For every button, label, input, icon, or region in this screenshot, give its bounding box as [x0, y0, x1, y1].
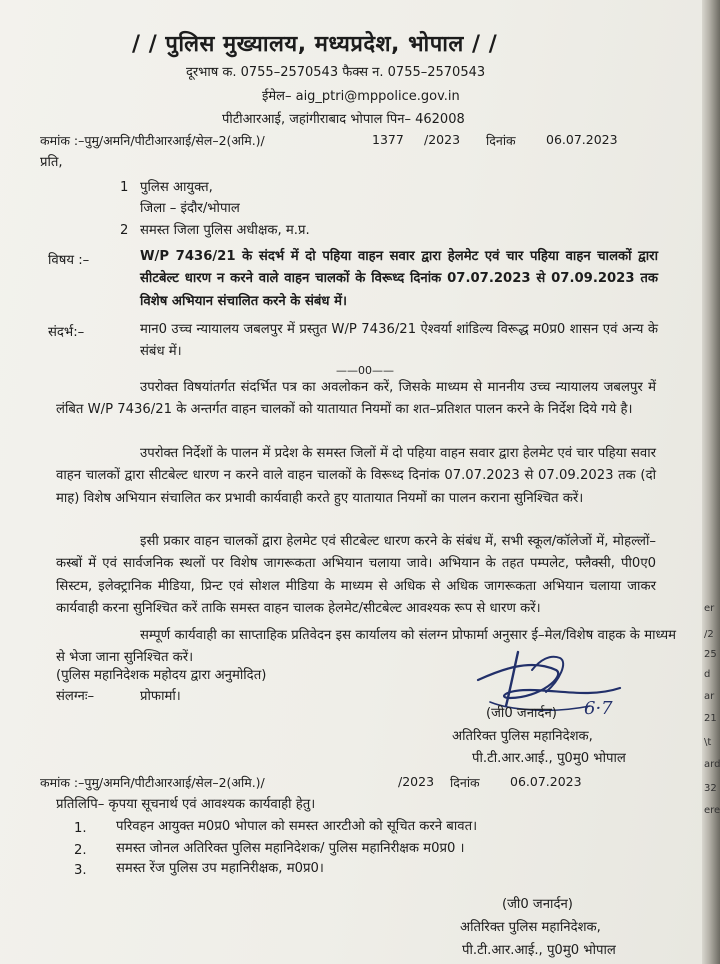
address-line: पीटीआरआई, जहांगीराबाद भोपाल पिन– 462008 — [222, 112, 465, 127]
copy-item-2-text: समस्त जोनल अतिरिक्त पुलिस महानिदेशक/ पुलिस महानिरीक्षक म0प्र0 । — [116, 841, 465, 856]
subject-label: विषय :– — [48, 253, 90, 268]
phone-fax-line: दूरभाष क. 0755–2570543 फैक्स न. 0755–2570543 — [186, 65, 486, 80]
recipient-1-num: 1 — [120, 180, 129, 195]
copy-item-3-num: 3. — [74, 863, 87, 878]
sandarbh-label: संदर्भ:– — [48, 325, 85, 340]
signature2-name: (जी0 जनार्दन) — [502, 897, 573, 912]
edge-fragment: 25 — [704, 649, 717, 660]
background-page-edge — [702, 0, 720, 964]
signature2-designation: अतिरिक्त पुलिस महानिदेशक, — [460, 920, 601, 935]
reference-date-label: दिनांक — [486, 133, 516, 148]
edge-fragment: \t — [704, 737, 712, 748]
recipient-1-line1: पुलिस आयुक्त, — [140, 180, 213, 195]
copy-date-label: दिनांक — [450, 775, 480, 790]
subject-text: W/P 7436/21 के संदर्भ में दो पहिया वाहन सवार द्वारा हेलमेट एवं चार पहिया वाहन चालकों द्वारा सीटबेल्ट धारण न करने वाले वाहन चालकों के विरूध्द दिनांक 07.07.2023 से 07.09.2023 तक विशेष अभियान संचालित करने के संबंध में। — [140, 249, 658, 309]
enclosure-label: संलग्नः– — [56, 689, 95, 704]
recipient-2-line1: समस्त जिला पुलिस अधीक्षक, म.प्र. — [140, 223, 310, 238]
paragraph-2: उपरोक्त निर्देशों के पालन में प्रदेश के समस्त जिलों में दो पहिया वाहन सवार द्वारा हेलमेट एवं चार पहिया सवार वाहन चालकों द्वारा सीटबेल्ट धारण न करने वाले वाहन चालकों के विरूध्द दिनांक 07.07.2023 से 07.09.2023 तक (दो माह) विशेष अभियान संचालित कर प्रभावी कार्यवाही करते हुए यातायात नियमों का पालन कराना सुनिश्चित करें। — [56, 446, 656, 506]
copy-year: /2023 — [398, 774, 435, 789]
recipient-2-num: 2 — [120, 223, 129, 238]
reference-date: 06.07.2023 — [546, 132, 618, 147]
copy-item-1-num: 1. — [74, 821, 87, 836]
edge-fragment: /2 — [704, 629, 714, 640]
signature2-office: पी.टी.आर.आई., पु0मु0 भोपाल — [462, 943, 616, 958]
copy-item-3-text: समस्त रेंज पुलिस उप महानिरीक्षक, म0प्र0। — [116, 861, 324, 876]
email-line: ईमेल– aig_ptri@mppolice.gov.in — [262, 89, 460, 104]
edge-fragment: ar — [704, 691, 715, 702]
copy-kramank: कमांक :–पुमु/अमनि/पीटीआरआई/सेल–2(अमि.)/ — [40, 775, 265, 790]
copy-item-1-text: परिवहन आयुक्त म0प्र0 भोपाल को समस्त आरटीओ को सूचित करने बावत। — [116, 819, 478, 834]
edge-fragment: ard — [704, 759, 720, 770]
copy-date: 06.07.2023 — [510, 774, 582, 789]
reference-kramank: कमांक :–पुमु/अमनि/पीटीआरआई/सेल–2(अमि.)/ — [40, 133, 265, 148]
reference-year: /2023 — [424, 132, 461, 147]
edge-fragment: ere — [704, 805, 720, 816]
pratilipi-line: प्रतिलिपि– कृपया सूचनार्थ एवं आवश्यक कार्यवाही हेतु। — [56, 797, 316, 812]
reference-number: 1377 — [372, 132, 404, 147]
copy-item-2-num: 2. — [74, 843, 87, 858]
paragraph-3: इसी प्रकार वाहन चालकों द्वारा हेलमेट एवं सीटबेल्ट धारण करने के संबंध में, सभी स्कूल/कॉलेजों में, मोहल्लों–कस्बों में एवं सार्वजनिक स्थलों पर विशेष जागरूकता अभियान चलाया जावे। अभियान के तहत पम्पलेट, फ्लैक्सी, पी0ए0 सिस्टम, इलेक्ट्रानिक मीडिया, प्रिन्ट एवं सोशल मीडिया के माध्यम से अधिक से अधिक जागरूकता अभियान चलाया जाकर कार्यवाही करना सुनिश्चित करें ताकि समस्त वाहन चालक हेलमेट/सीटबेल्ट आवश्यक रूप से धारण करें। — [56, 534, 656, 616]
signature-designation: अतिरिक्त पुलिस महानिदेशक, — [452, 729, 593, 744]
signature-name: (जी0 जनार्दन) — [486, 706, 557, 721]
enclosure-value: प्रोफार्मा। — [140, 689, 181, 704]
separator: ——00—— — [336, 364, 394, 377]
edge-fragment: d — [704, 669, 711, 680]
paragraph-4: सम्पूर्ण कार्यवाही का साप्ताहिक प्रतिवेदन इस कार्यालय को संलग्न प्रोफार्मा अनुसार ई–मेल/विशेष वाहक के माध्यम से भेजा जाना सुनिश्चित करें। — [56, 628, 676, 666]
edge-fragment: er — [704, 603, 715, 614]
edge-fragment: 32 — [704, 783, 717, 794]
prati-label: प्रति, — [40, 155, 63, 170]
paragraph-1: उपरोक्त विषयांतर्गत संदर्भित पत्र का अवलोकन करें, जिसके माध्यम से माननीय उच्च न्यायालय जबलपुर में लंबित W/P 7436/21 के अन्तर्गत वाहन चालकों को यातायात नियमों का शत–प्रतिशत पालन करने के निर्देश दिये गये है। — [56, 380, 656, 418]
approval-note: (पुलिस महानिदेशक महोदय द्वारा अनुमोदित) — [56, 668, 267, 683]
signature-handwritten-date: 6·7 — [584, 698, 613, 719]
edge-fragment: 21 — [704, 713, 717, 724]
recipient-1-line2: जिला – इंदौर/भोपाल — [140, 201, 240, 216]
signature-office: पी.टी.आर.आई., पु0मु0 भोपाल — [472, 751, 626, 766]
sandarbh-text: मान0 उच्च न्यायालय जबलपुर में प्रस्तुत W/P 7436/21 ऐश्वर्या शांडिल्य विरूद्ध म0प्र0 शासन एवं अन्य के संबंध में। — [140, 322, 658, 360]
office-title: / / पुलिस मुख्यालय, मध्यप्रदेश, भोपाल / / — [132, 32, 498, 57]
